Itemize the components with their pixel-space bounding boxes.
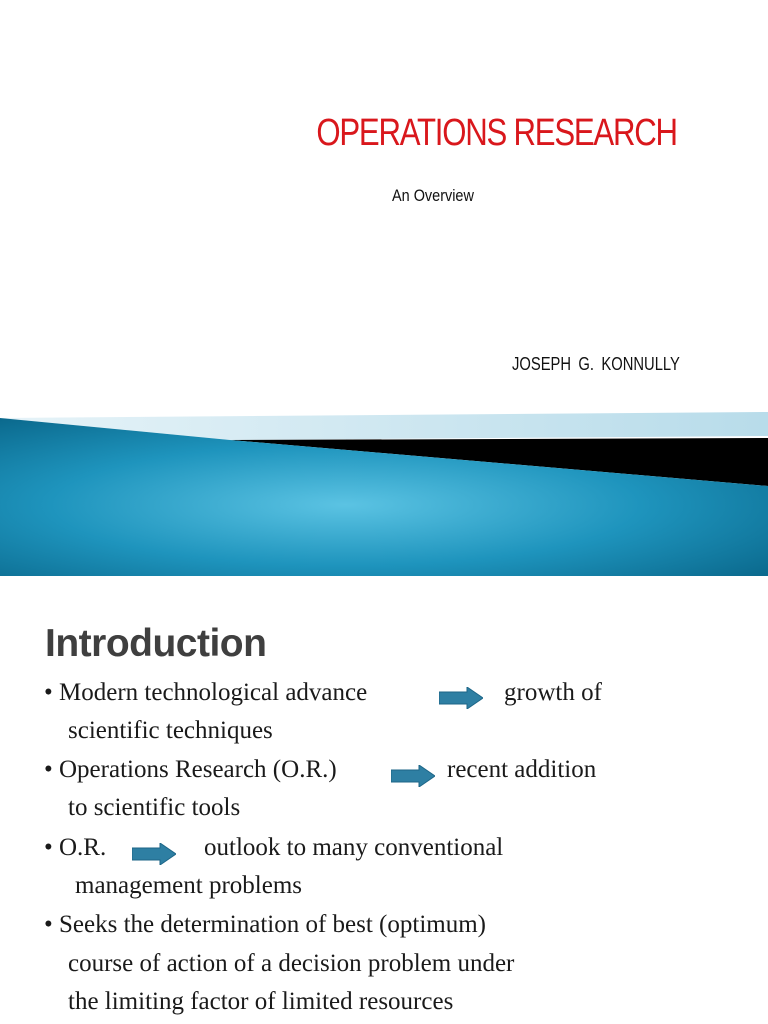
slide-subtitle: An Overview xyxy=(392,186,474,205)
bullet-4-text-cont2: the limiting factor of limited resources xyxy=(68,988,454,1015)
bullet-2-text-cont: to scientific tools xyxy=(68,794,241,821)
arrow-right-icon xyxy=(132,843,176,865)
bullet-1-text-b: growth of xyxy=(504,679,602,706)
bullet-3-text-cont: management problems xyxy=(75,872,303,899)
arrow-right-icon xyxy=(391,765,435,787)
bullet-1-text-a: • Modern technological advance xyxy=(44,679,368,706)
slide-heading: Introduction xyxy=(45,622,267,665)
author-name: JOSEPH G. KONNULLY xyxy=(512,354,680,374)
bullet-4-text-cont: course of action of a decision problem under xyxy=(68,950,515,977)
bullet-4-text-a: • Seeks the determination of best (optimum) xyxy=(44,911,486,938)
slide-title: OPERATIONS RESEARCH xyxy=(316,112,677,154)
bullet-2-text-b: recent addition xyxy=(447,756,597,783)
arrow-right-icon xyxy=(439,687,483,709)
bullet-3-text-a: • O.R. xyxy=(44,834,107,861)
bullet-2-text-a: • Operations Research (O.R.) xyxy=(44,756,337,783)
bullet-3-text-b: outlook to many conventional xyxy=(204,834,504,861)
introduction-slide xyxy=(0,576,768,1024)
bullet-1-text-cont: scientific techniques xyxy=(68,717,273,744)
